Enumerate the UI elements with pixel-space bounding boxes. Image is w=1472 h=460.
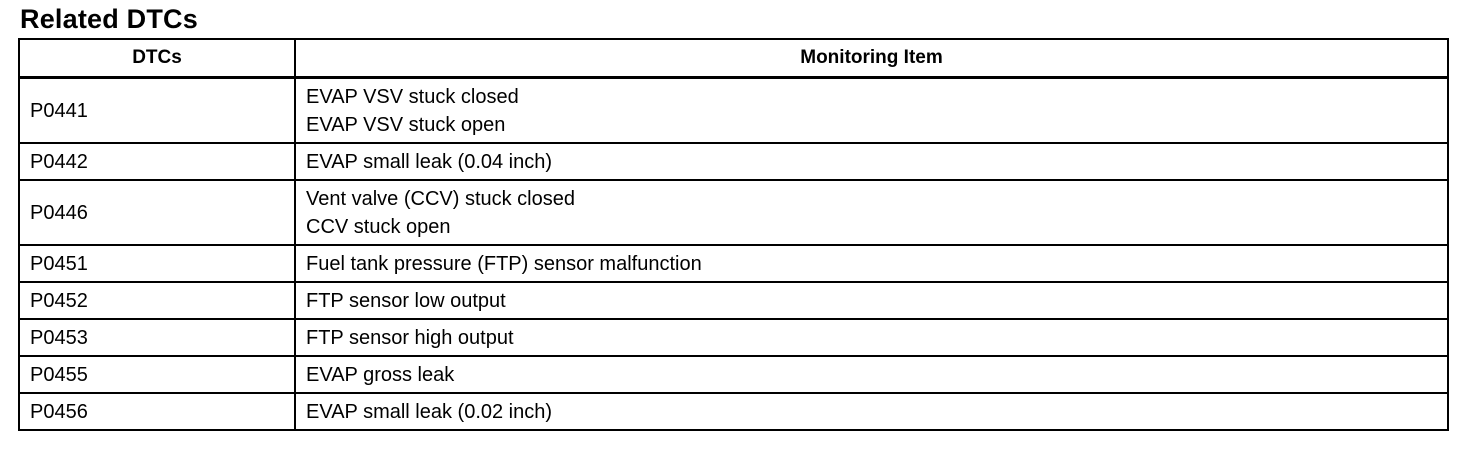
table-row [19,282,1448,319]
monitoring-item-line: EVAP VSV stuck closed [306,85,519,108]
dtc-code: P0441 [19,78,295,144]
table-row [19,356,1448,393]
table-row [19,143,1448,180]
related-dtcs-table [18,38,1449,431]
monitoring-item [295,393,1448,430]
table-row [19,319,1448,356]
dtc-code: P0446 [19,180,295,245]
monitoring-item-line: CCV stuck open [306,215,451,238]
monitoring-item [295,245,1448,282]
dtc-code: P0455 [19,356,295,393]
table-row [19,393,1448,430]
monitoring-item-line: FTP sensor high output [306,326,514,349]
dtc-code: P0456 [19,393,295,430]
monitoring-item-line: FTP sensor low output [306,289,506,312]
monitoring-item-line: EVAP gross leak [306,363,455,386]
table-row [19,78,1448,144]
monitoring-item-line: EVAP VSV stuck open [306,113,506,136]
table-row [19,245,1448,282]
monitoring-item [295,282,1448,319]
monitoring-item [295,143,1448,180]
table-header-row [19,39,1448,78]
dtc-code: P0442 [19,143,295,180]
monitoring-item [295,180,1448,245]
dtc-code: P0451 [19,245,295,282]
page-title: Related DTCs [20,4,198,34]
column-header-dtcs: DTCs [19,39,295,78]
monitoring-item [295,78,1448,144]
table-row [19,180,1448,245]
monitoring-item [295,319,1448,356]
monitoring-item-line: EVAP small leak (0.02 inch) [306,400,553,423]
monitoring-item-line: Vent valve (CCV) stuck closed [306,187,575,210]
column-header-monitoring-item: Monitoring Item [295,39,1448,78]
monitoring-item [295,356,1448,393]
monitoring-item-line: EVAP small leak (0.04 inch) [306,150,553,173]
dtc-code: P0453 [19,319,295,356]
dtc-code: P0452 [19,282,295,319]
monitoring-item-line: Fuel tank pressure (FTP) sensor malfunction [306,252,702,275]
